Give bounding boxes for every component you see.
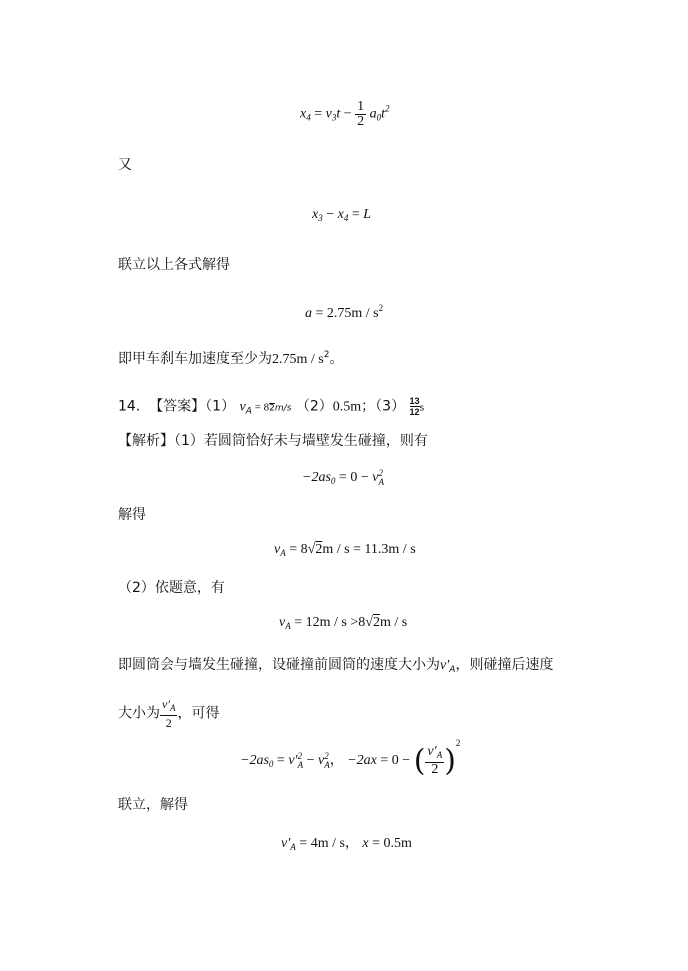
text-jijia: 即甲车刹车加速度至少为$2.75m / s^2$。 [118,350,344,367]
equation-vA-value: $v_A = 8√2m / s = 11.3m / s$ [274,542,416,558]
equation-minus-2as0: $-2as_0 = 0 - v$ 2 A [302,468,384,487]
equation-x4: $x_4 = v_3t$ − $\frac{1}{2}$ $a_0t^2$ [300,99,390,129]
analysis-line: 【解析】（1）若圆筒恰好未与墙壁发生碰撞，则有 [118,433,428,449]
text-collision-line: 即圆筒会与墙发生碰撞，设碰撞前圆筒的速度大小为$v'_A$，则碰撞后速度 [118,657,554,675]
equation-a: $a = 2.75m / s^2$ [305,303,384,321]
text-you: 又 [118,157,132,173]
equation-vA-12: $v_A = 12m / s >8√2m / s$ [279,615,408,631]
text-lianli-1: 联立以上各式解得 [118,257,230,273]
equation-x3-x4: $x_3 - x_4 = L$ [312,207,372,223]
equation-result: $v'_A = 4m / s$， x = 0.5m [281,836,412,852]
equation-collision: $-2as_0 = v'$ 2 A − v 2 A ， −2ax = 0 − ( $\frac{v'_A}{2}$ )$^2$ [240,738,461,779]
text-part-2: （2）依题意，有 [118,580,225,596]
text-jiede-1: 解得 [118,507,146,523]
text-speed-line: 大小为 $\frac{v'_A}{2}$ ，可得 [118,697,220,730]
text-lianli-2: 联立，解得 [118,797,188,813]
q14-answer-line: 14. 【答案】（1） $v_A = 82m/s$ （2）0.5m；（3） $\frac{13}{12}s$ [118,396,425,417]
